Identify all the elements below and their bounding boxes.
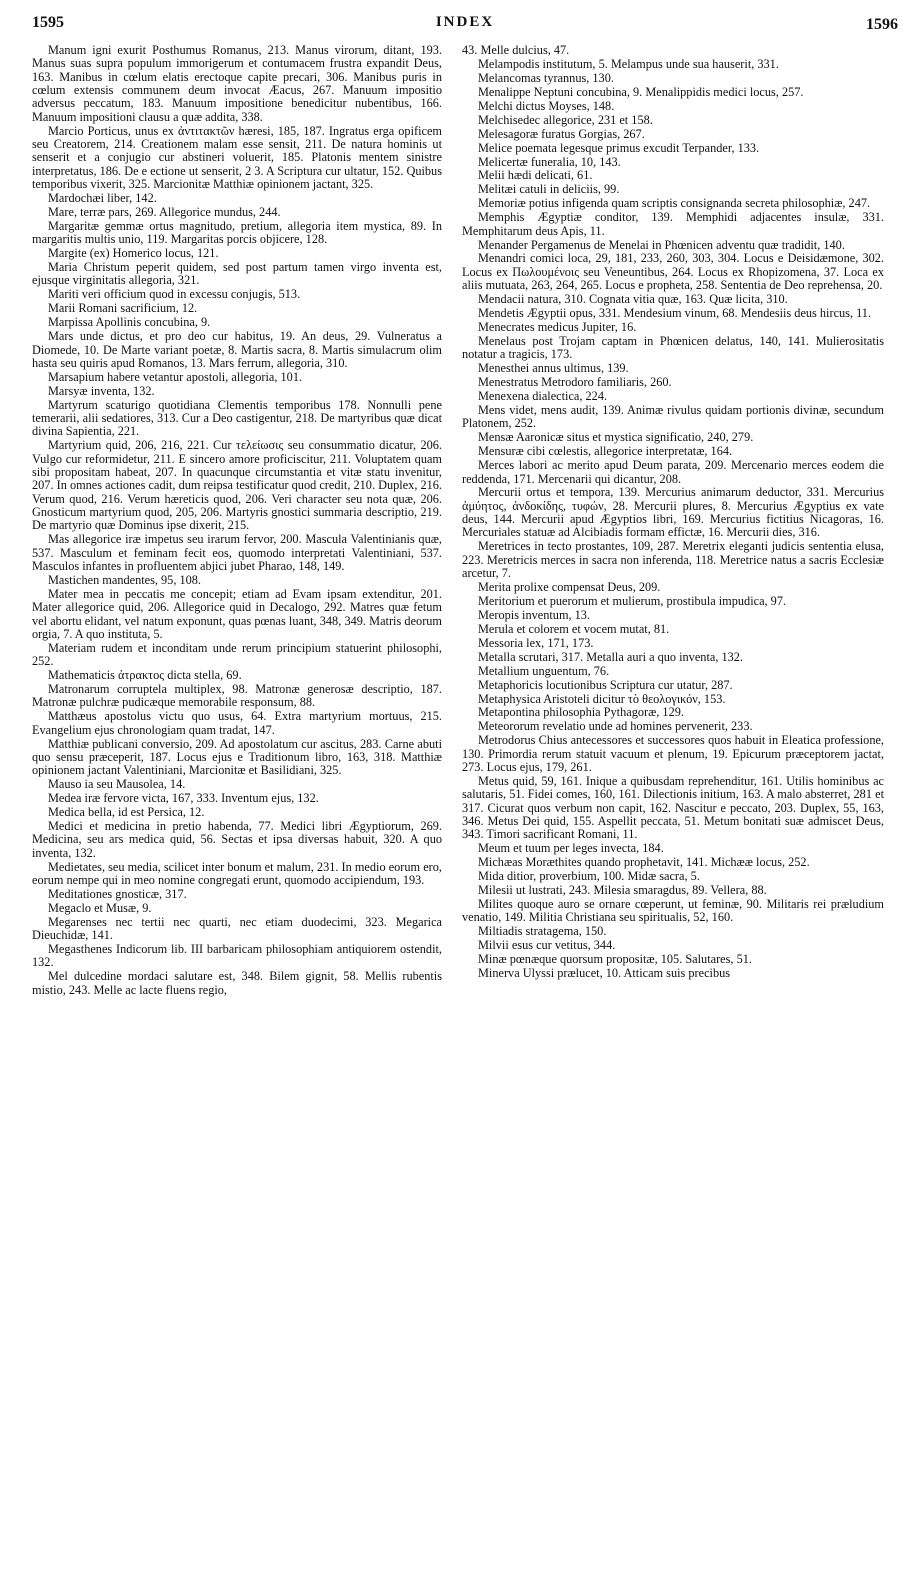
index-entry: Marcio Porticus, unus ex ἀντιτακτῶν hæresi, 185, 187. Ingratus erga opificem seu Creatorem, 214. Creationem malam esse sensit, 211. De natura hominis ut senserit et a conjugio cur abstineri voluerit, 185. Platonis mentem sinistre interpretatus, 186. De e ectione ut senserit, 2 3. A Scriptura cur ultatur, 152. Quibus temporibus vixerit, 325. Marcionitæ Matthiæ opinionem jactant, 325. bbox=[32, 123, 442, 192]
index-entry: Mater mea in peccatis me concepit; etiam ad Evam ipsam extenditur, 201. Mater allegorice quid, 206. Allegorice quid in Decalogo, 292. Matres quæ fetum vel abortu elidant, vel natum exponunt, quas pœnas luant, 348, 349. Matris deorum orgia, 7. A quo instituta, 5. bbox=[32, 586, 442, 641]
index-entry: Medica bella, id est Persica, 12. bbox=[48, 805, 205, 820]
index-entry: Megaclo et Musæ, 9. bbox=[48, 900, 152, 915]
page-number-right: 1596 bbox=[866, 16, 898, 33]
index-entry: Melii hædi delicati, 61. bbox=[478, 168, 593, 183]
index-entry: Marsyæ inventa, 132. bbox=[48, 383, 155, 398]
index-entry: Miltiadis stratagema, 150. bbox=[478, 924, 607, 939]
index-entry: Maria Christum peperit quidem, sed post partum tamen virgo inventa est, ejusque virginitatis allegoria, 321. bbox=[32, 260, 442, 288]
index-entry: Menestratus Metrodoro familiaris, 260. bbox=[478, 375, 672, 390]
running-header bbox=[32, 14, 898, 38]
index-entry: Mariti veri officium quod in excessu conjugis, 513. bbox=[48, 287, 301, 302]
index-entry: Menelaus post Trojam captam in Phœnicen delatus, 140, 141. Mulierositatis notatur a tragicis, 173. bbox=[462, 333, 884, 362]
index-entry: Mensuræ cibi cœlestis, allegorice interpretatæ, 164. bbox=[478, 444, 733, 459]
index-entry: Marii Romani sacrificium, 12. bbox=[48, 301, 198, 316]
index-entry: Melampodis institutum, 5. Melampus unde sua hauserit, 331. bbox=[478, 56, 779, 71]
index-entry: Mardochæi liber, 142. bbox=[48, 190, 157, 205]
index-entry: Marsapium habere vetantur apostoli, allegoria, 101. bbox=[48, 369, 303, 384]
index-entry: Menexena dialectica, 224. bbox=[478, 389, 608, 404]
index-entry: Mastichen mandentes, 95, 108. bbox=[48, 572, 201, 587]
index-entry: Michæas Moræthites quando prophetavit, 141. Michææ locus, 252. bbox=[478, 855, 810, 870]
index-entry: Mathematicis ἀτρακτος dicta stella, 69. bbox=[48, 668, 242, 683]
index-entry: Manum igni exurit Posthumus Romanus, 213. Manus virorum, ditant, 193. Manus suas supra populum immorigerum et contumacem frustra expandit Deus, 163. Manibus in cœlum elatis erectoque capite precari, 306. Manibus puris in cœlum extensis communem deum invocat Æacus, 267. Manuum impositio adversus peccatum, 183. Manuum impositione benedicitur nubentibus, 166. Manuum impositioni clausu a quæ addita, 338. bbox=[32, 44, 442, 124]
index-entry: Mens videt, mens audit, 139. Animæ rivulus quidam portionis divinæ, secundum Platonem, 252. bbox=[462, 403, 884, 431]
index-entry: Metallium unguentum, 76. bbox=[478, 663, 610, 678]
index-entry: Matronarum corruptela multiplex, 98. Matronæ generosæ descriptio, 187. Matronæ pulchræ pudicæque memorabile responsum, 88. bbox=[32, 682, 442, 710]
index-entry: Metaphoricis locutionibus Scriptura cur utatur, 287. bbox=[478, 677, 733, 692]
index-entry: Minæ pœnæque quorsum propositæ, 105. Salutares, 51. bbox=[478, 952, 752, 967]
index-entry: 43. Melle dulcius, 47. bbox=[462, 44, 570, 57]
index-entry: Minerva Ulyssi prælucet, 10. Atticam suis precibus bbox=[478, 966, 731, 981]
index-entry: Mendacii natura, 310. Cognata vitia quæ, 163. Quæ licita, 310. bbox=[478, 292, 788, 307]
index-entry: Meteororum revelatio unde ad homines pervenerit, 233. bbox=[478, 719, 753, 734]
index-entry: Merula et colorem et vocem mutat, 81. bbox=[478, 621, 670, 636]
index-entry: Matthiæ publicani conversio, 209. Ad apostolatum cur ascitus, 283. Carne abuti quo sensu præceperit, 187. Locus ejus e Traditionum libro, 163, 318. Matthiæ opinionem jactant Valentiniani, Marcionitæ et Basilidiani, 325. bbox=[32, 736, 442, 778]
index-entry: Mensæ Aaronicæ situs et mystica significatio, 240, 279. bbox=[478, 430, 754, 445]
index-entry: Metaphysica Aristoteli dicitur τὸ θεολογικόν, 153. bbox=[478, 691, 726, 706]
index-entry: Meropis inventum, 13. bbox=[478, 607, 591, 622]
index-entry: Mas allegorice iræ impetus seu irarum fervor, 200. Mascula Valentinianis quæ, 537. Masculum et feminam fecit eos, quomodo interpretati Valentiniani, 537. Masculos infantes in profluentem abjici jubet Pharao, 148, 149. bbox=[32, 532, 442, 573]
index-entry: Melicertæ funeralia, 10, 143. bbox=[478, 154, 621, 169]
index-entry: Milvii esus cur vetitus, 344. bbox=[478, 938, 616, 953]
index-entry: Melchi dictus Moyses, 148. bbox=[478, 98, 615, 113]
index-entry: Marpissa Apollinis concubina, 9. bbox=[48, 315, 211, 330]
index-entry: Martyrum scaturigo quotidiana Clementis temporibus 178. Nonnulli pene temerarii, alii sedatiores, 313. Cur a Deo castigentur, 218. De martyribus quæ dicat divina Sapientia, 221. bbox=[32, 397, 442, 439]
index-entry: Metapontina philosophia Pythagoræ, 129. bbox=[478, 705, 684, 720]
index-entry: Meum et tuum per leges invecta, 184. bbox=[478, 841, 664, 856]
index-entry: Menecrates medicus Jupiter, 16. bbox=[478, 319, 637, 334]
index-entry: Milites quoque auro se ornare cœperunt, ut feminæ, 90. Militaris rei præludium venatio, 149. Militia Christiana seu spiritualis, 52, 160. bbox=[462, 897, 884, 925]
index-column-right bbox=[462, 44, 884, 1574]
index-entry: Materiam rudem et inconditam unde rerum principium statuerint philosophi, 252. bbox=[32, 640, 442, 669]
index-entry: Metalla scrutari, 317. Metalla auri a quo inventa, 132. bbox=[478, 649, 743, 664]
index-entry: Margite (ex) Homerico locus, 121. bbox=[48, 246, 219, 261]
index-entry: Medea iræ fervore victa, 167, 333. Inventum ejus, 132. bbox=[48, 791, 319, 806]
index-entry: Meritorium et puerorum et mulierum, prostibula impudica, 97. bbox=[478, 593, 787, 608]
index-entry: Martyrium quid, 206, 216, 221. Cur τελείωσις seu consummatio dicatur, 206. Vulgo cur reformidetur, 211. E sincero amore proficiscitur, 211. Voluptatem quam sibi propositam habeat, 207. In quacunque circumstantia et vitæ statu invenitur, 207. In omnes actiones cadit, dum reipsa testificatur quod credit, 210. Duplex, 216. Verum quod, 216. Verum hæreticis quod, 206. Veri character seu nota quæ, 206. Gnosticum martyrium quod, 205, 206. Martyris gnostici summaria descriptio, 219. De martyrio quæ Dominus ipse dixerit, 215. bbox=[32, 438, 442, 533]
index-entry: Menesthei annus ultimus, 139. bbox=[478, 361, 629, 376]
index-entry: Menander Pergamenus de Menelai in Phœnicen adventu quæ tradidit, 140. bbox=[478, 237, 845, 252]
index-column-left bbox=[32, 44, 442, 1574]
index-entry: Meretrices in tecto prostantes, 109, 287. Meretrix eleganti judicis sententia elusa, 223. Meretricis merces in sacra non inferenda, 118. Meretrice natus a sacris Ecclesiæ arcetur, 7. bbox=[462, 539, 884, 581]
page-number-left: 1595 bbox=[32, 14, 64, 31]
index-entry: Mauso ia seu Mausolea, 14. bbox=[48, 777, 186, 792]
index-entry: Melice poemata legesque primus excudit Terpander, 133. bbox=[478, 140, 760, 155]
index-entry: Menalippe Neptuni concubina, 9. Menalippidis medici locus, 257. bbox=[478, 84, 804, 99]
index-entry: Metrodorus Chius antecessores et successores quos habuit in Eleatica professione, 130. Primordia rerum statuit vacuum et plenum, 19. Epicurum præceptorem jactat, 273. Locus ejus, 179, 261. bbox=[462, 733, 884, 775]
index-entry: Memphis Ægyptiæ conditor, 139. Memphidi adjacentes insulæ, 331. Memphitarum deus Apis, 11. bbox=[462, 210, 884, 238]
index-entry: Margaritæ gemmæ ortus magnitudo, pretium, allegoria item mystica, 89. In margaritis multis unio, 119. Margaritas porcis objicere, 128. bbox=[32, 218, 442, 247]
index-entry: Megarenses nec tertii nec quarti, nec etiam duodecimi, 323. Megarica Dieuchidæ, 141. bbox=[32, 914, 442, 943]
index-entry: Melancomas tyrannus, 130. bbox=[478, 70, 614, 85]
index-entry: Matthæus apostolus victu quo usus, 64. Extra martyrium mortuus, 215. Evangelium ejus chronologiam quam tradat, 147. bbox=[32, 709, 442, 737]
index-entry: Merita prolixe compensat Deus, 209. bbox=[478, 580, 661, 595]
index-entry: Megasthenes Indicorum lib. III barbaricam philosophiam antiquiorem ostendit, 132. bbox=[32, 942, 442, 970]
index-entry: Mare, terræ pars, 269. Allegorice mundus, 244. bbox=[48, 204, 281, 219]
index-entry: Mida ditior, proverbium, 100. Midæ sacra, 5. bbox=[478, 869, 700, 884]
index-entry: Mendetis Ægyptii opus, 331. Mendesium vinum, 68. Mendesiis deus hircus, 11. bbox=[478, 306, 872, 321]
index-entry: Mel dulcedine mordaci salutare est, 348. Bilem gignit, 58. Mellis rubentis mistio, 243. Melle ac lacte fluens regio, bbox=[32, 969, 442, 997]
index-entry: Melitæi catuli in deliciis, 99. bbox=[478, 182, 620, 197]
index-entry: Melchisedec allegorice, 231 et 158. bbox=[478, 112, 653, 127]
index-entry: Milesii ut lustrati, 243. Milesia smaragdus, 89. Vellera, 88. bbox=[478, 883, 767, 898]
page-title: INDEX bbox=[435, 14, 495, 30]
index-entry: Mars unde dictus, et pro deo cur habitus, 19. An deus, 29. Vulneratus a Diomede, 10. De Marte variant poetæ, 8. Martis sacra, 8. Martis simulacrum olim hasta seu quiris apud Romanos, 13. Mars ferrum, allegoria, 310. bbox=[32, 329, 442, 370]
index-entry: Medici et medicina in pretio habenda, 77. Medici libri Ægyptiorum, 269. Medicina, seu ars medica quid, 56. Sectas et ipsa diversas habuit, 320. A quo inventa, 132. bbox=[32, 819, 442, 860]
index-entry: Metus quid, 59, 161. Inique a quibusdam reprehenditur, 161. Utilis hominibus ac salutaris, 51. Fidei comes, 160, 161. Dilectionis initium, 163. A malo absterret, 281 et 317. Cicurat quos verbum non capit, 162. Nascitur e peccato, 203. Duplex, 55, 163, 346. Metus Dei quid, 155. Aspellit peccata, 51. Metum bonitati suæ admiscet Deus, 343. Timori sacrificant Romani, 11. bbox=[462, 773, 884, 842]
index-entry: Memoriæ potius infigenda quam scriptis consignanda secreta philosophiæ, 247. bbox=[478, 196, 871, 211]
index-entry: Merces labori ac merito apud Deum parata, 209. Mercenario merces eodem die reddenda, 171. Mercenarii qui dicantur, 208. bbox=[462, 458, 884, 486]
index-entry: Messoria lex, 171, 173. bbox=[478, 635, 594, 650]
index-entry: Meditationes gnosticæ, 317. bbox=[48, 886, 187, 901]
index-entry: Melesagoræ furatus Gorgias, 267. bbox=[478, 126, 645, 141]
index-entry: Mercurii ortus et tempora, 139. Mercurius animarum deductor, 331. Mercurius ἀμύητος, ἀνδοκίδης, τυφών, 28. Mercurii plures, 8. Mercurius Ægyptius ex vate deus, 144. Mercurii apud Ægyptios libri, 169. Mercurius fictitius Nicagoras, 16. Mercuriales statuæ ad Alcibiadis formam effictæ, 16. Mercurii dies, 316. bbox=[462, 485, 884, 540]
index-entry: Medietates, seu media, scilicet inter bonum et malum, 231. In medio eorum ero, eorum nempe qui in meo nomine congregati erunt, quomodo accipiendum, 193. bbox=[32, 859, 442, 887]
index-entry: Menandri comici loca, 29, 181, 233, 260, 303, 304. Locus e Deisidæmone, 302. Locus ex Πωλουμένοις seu Veneuntibus, 264. Locus ex Rhopizomena, 37. Loca ex aliis mutuata, 263, 264, 265. Locus e propheta, 258. Sententia de Deo reprehensa, 20. bbox=[462, 251, 884, 293]
